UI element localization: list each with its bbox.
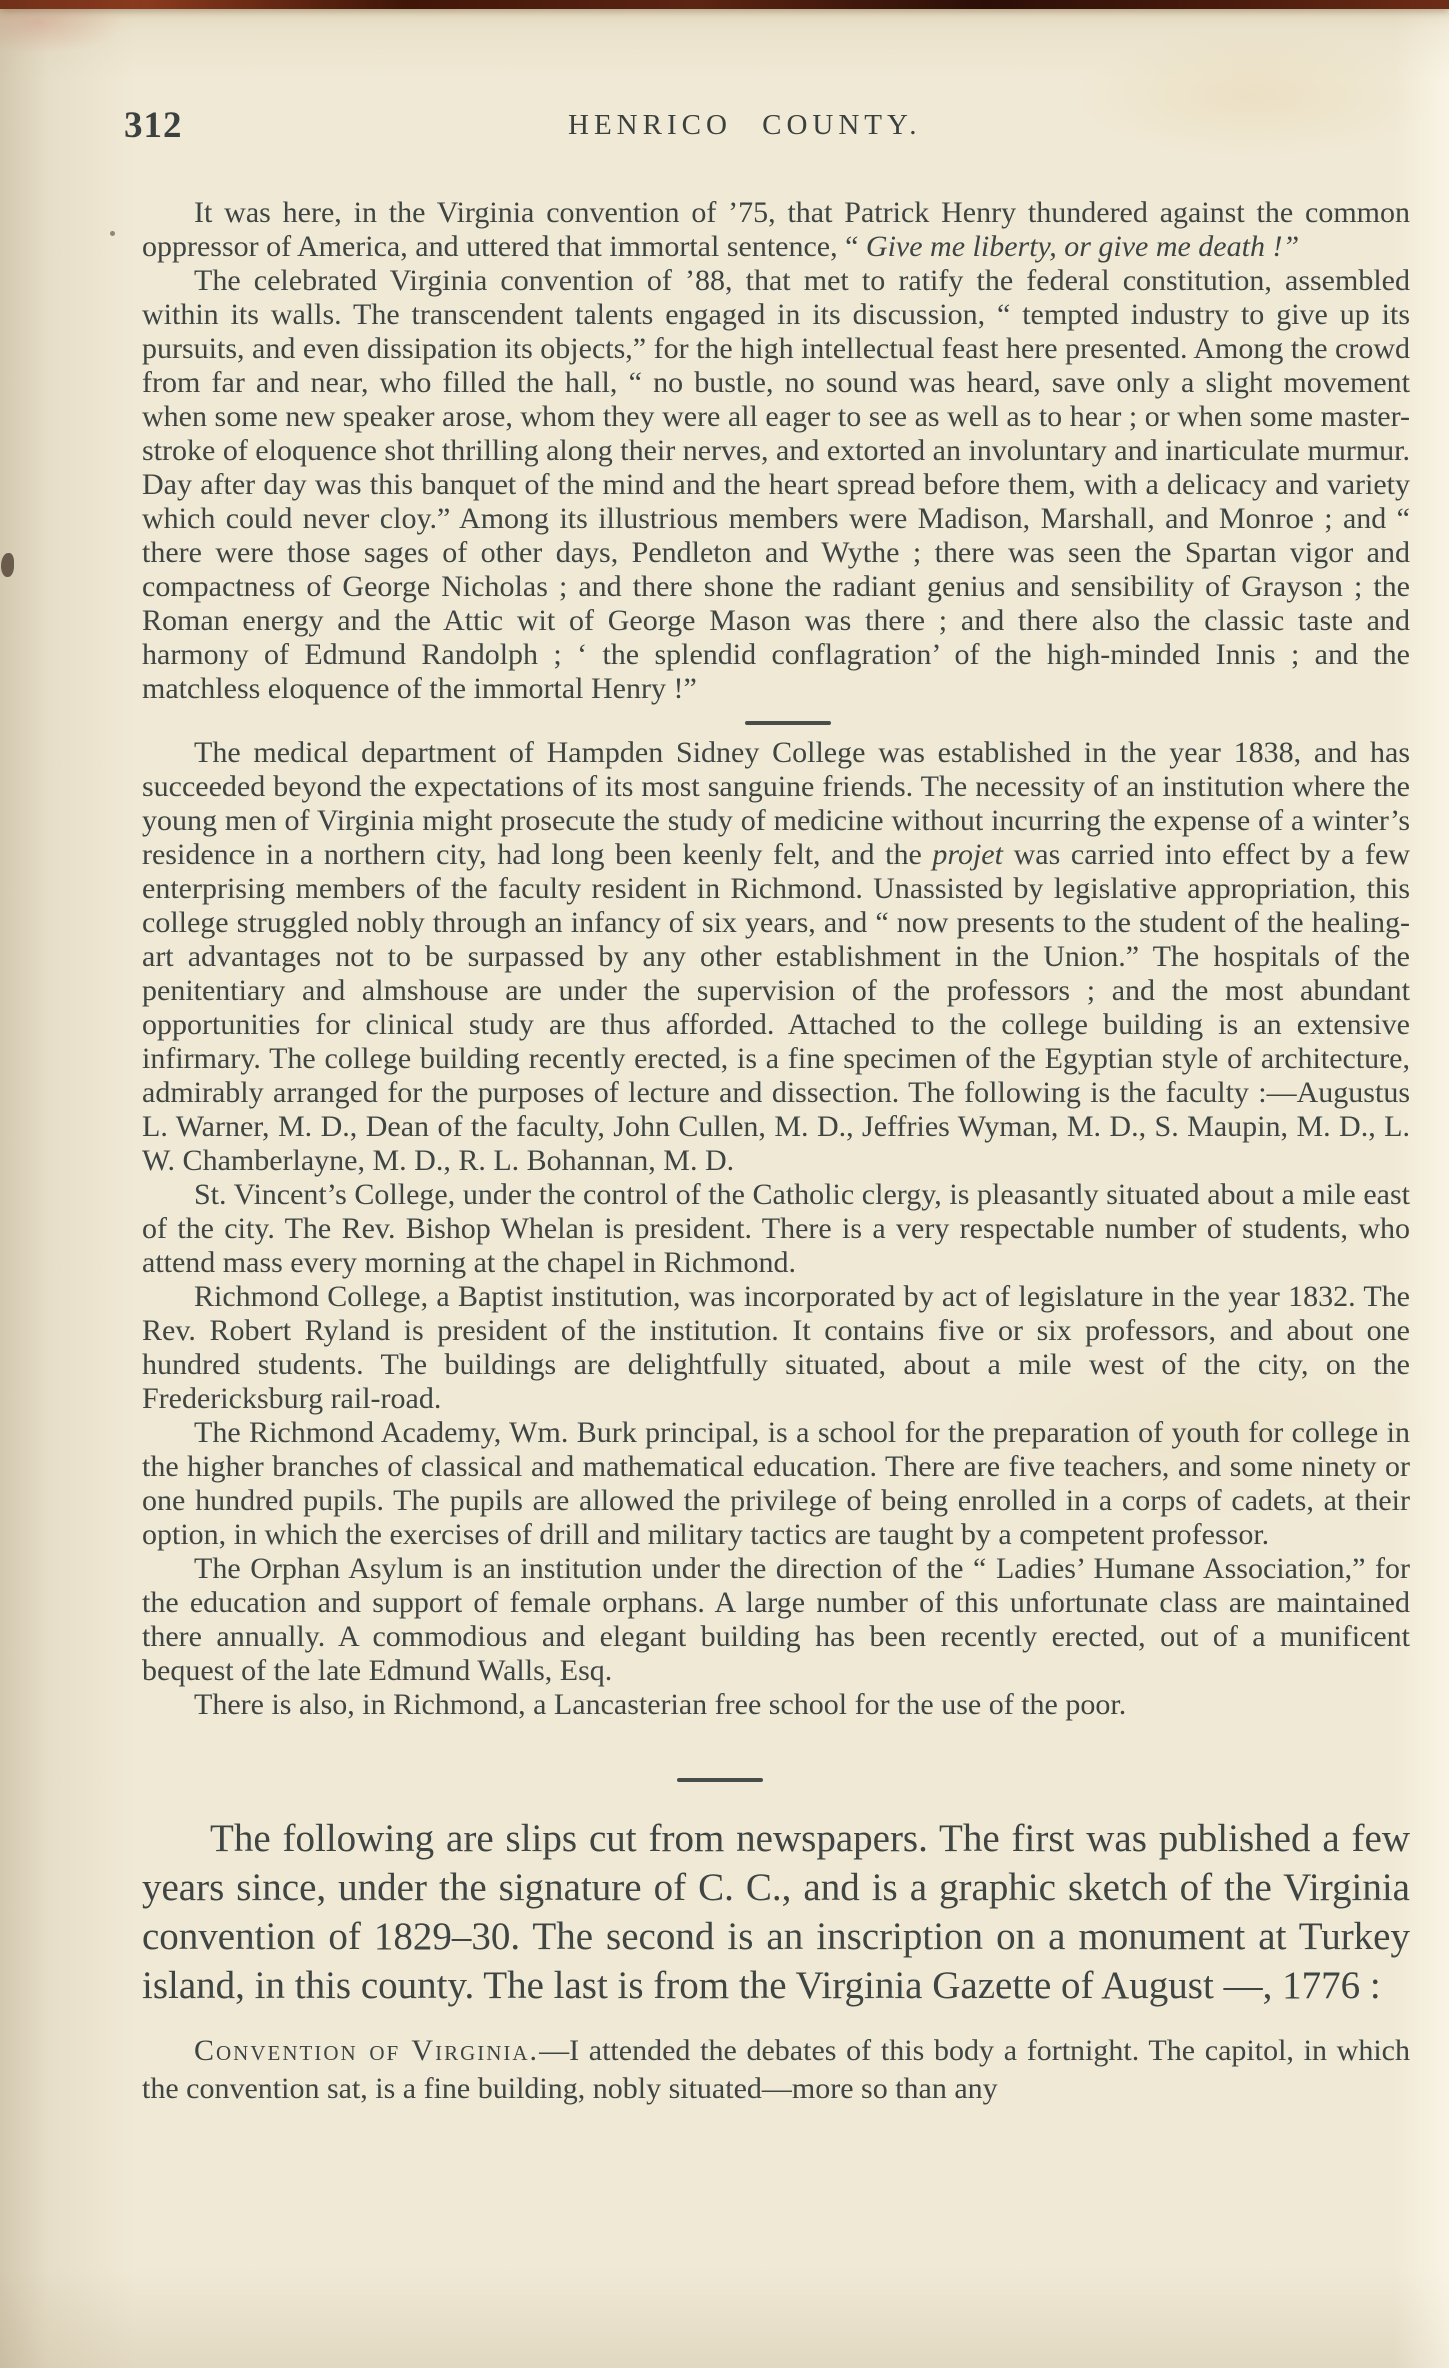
page-number: 312 (124, 105, 183, 146)
section-divider (677, 1778, 763, 1782)
running-header: HENRICO COUNTY. (568, 109, 922, 141)
paragraph-lancasterian-school: There is also, in Richmond, a Lancasterian free school for the use of the poor. (194, 1688, 1127, 1721)
paragraph-medical-department: The medical department of Hampden Sidney College was established in the year 1838, and has succeeded beyond the expectations of its most sanguine friends. The necessity of an institution where the young men of Virginia might prosecute the study of medicine without incurring the expense of a winter’s residence in a northern city, had long been keenly felt, and the projet was carried into effect by a few enterprising members of the faculty resident in Richmond. Unassisted by legislative appropriation, this college struggled nobly through an infancy of six years, and “ now presents to the student of the healing-art advantages not to be surpassed by any other establishment in the Union.” The hospitals of the penitentiary and almshouse are under the supervision of the professors ; and the most abundant opportunities for clinical study are thus afforded. Attached to the college building is an extensive infirmary. The college building recently erected, is a fine specimen of the Egyptian style of architecture, admirably arranged for the purposes of lecture and dissection. The following is the faculty :—Augustus L. Warner, M. D., Dean of the faculty, John Cullen, M. D., Jeffries Wyman, M. D., S. Maupin, M. D., L. W. Chamberlayne, M. D., R. L. Bohannan, M. D. (142, 736, 1410, 1177)
paragraph-orphan-asylum: The Orphan Asylum is an institution under the direction of the “ Ladies’ Humane Association,” for the education and support of female orphans. A large number of this unfortunate class are maintained there annually. A commodious and elegant building has been recently erected, out of a munificent bequest of the late Edmund Walls, Esq. (142, 1552, 1410, 1687)
paragraph-convention-of-88: The celebrated Virginia convention of ’88, that met to ratify the federal constitution, assembled within its walls. The transcendent talents engaged in its discussion, “ tempted industry to give up its pursuits, and even dissipation its objects,” for the high intellectual feast here presented. Among the crowd from far and near, who filled the hall, “ no bustle, no sound was heard, save only a slight movement when some new speaker arose, whom they were all eager to see as well as to hear ; or when some master-stroke of eloquence shot thrilling along their nerves, and extorted an involuntary and inarticulate murmur. Day after day was this banquet of the mind and the heart spread before them, with a delicacy and variety which could never cloy.” Among its illustrious members were Madison, Marshall, and Monroe ; and “ there were those sages of other days, Pendleton and Wythe ; there was seen the Spartan vigor and compactness of George Nicholas ; and there shone the radiant genius and sensibility of Grayson ; the Roman energy and the Attic wit of George Mason was there ; and there also the classic taste and harmony of Edmund Randolph ; ‘ the splendid conflagration’ of the high-minded Innis ; and the matchless eloquence of the immortal Henry !” (142, 264, 1410, 705)
scan-top-edge (0, 0, 1449, 9)
paragraph-richmond-academy: The Richmond Academy, Wm. Burk principal, is a school for the preparation of youth for college in the higher branches of classical and mathematical education. There are five teachers, and some ninety or one hundred pupils. The pupils are allowed the privilege of being enrolled in a corps of cadets, at their option, in which the exercises of drill and military tactics are taught by a competent professor. (142, 1416, 1410, 1551)
scan-speck (1, 553, 14, 577)
paragraph-newspaper-slips: The following are slips cut from newspapers. The first was published a few years since, under the signature of C. C., and is a graphic sketch of the Virginia convention of 1829–30. The second is an inscription on a monument at Turkey island, in this county. The last is from the Virginia Gazette of August —, 1776 : (142, 1817, 1410, 2007)
paragraph-st-vincents-college: St. Vincent’s College, under the control of the Catholic clergy, is pleasantly situated about a mile east of the city. The Rev. Bishop Whelan is president. There is a very respectable number of students, who attend mass every morning at the chapel in Richmond. (142, 1178, 1410, 1279)
paragraph-richmond-college: Richmond College, a Baptist institution, was incorporated by act of legislature in the year 1832. The Rev. Robert Ryland is president of the institution. It contains five or six professors, and about one hundred students. The buildings are delightfully situated, about a mile west of the city, on the Fredericksburg rail-road. (142, 1280, 1410, 1415)
page-body (142, 196, 1410, 2108)
section-divider (745, 721, 831, 725)
page-header (0, 100, 1449, 152)
scan-speck (110, 231, 115, 236)
paragraph-convention-of-virginia: Convention of Virginia.—I attended the debates of this body a fortnight. The capitol, in which the convention sat, is a fine building, nobly situated—more so than any (142, 2034, 1411, 2105)
paragraph-patrick-henry: It was here, in the Virginia convention of ’75, that Patrick Henry thundered against the common oppressor of America, and uttered that immortal sentence, “ Give me liberty, or give me death !” (142, 196, 1410, 263)
